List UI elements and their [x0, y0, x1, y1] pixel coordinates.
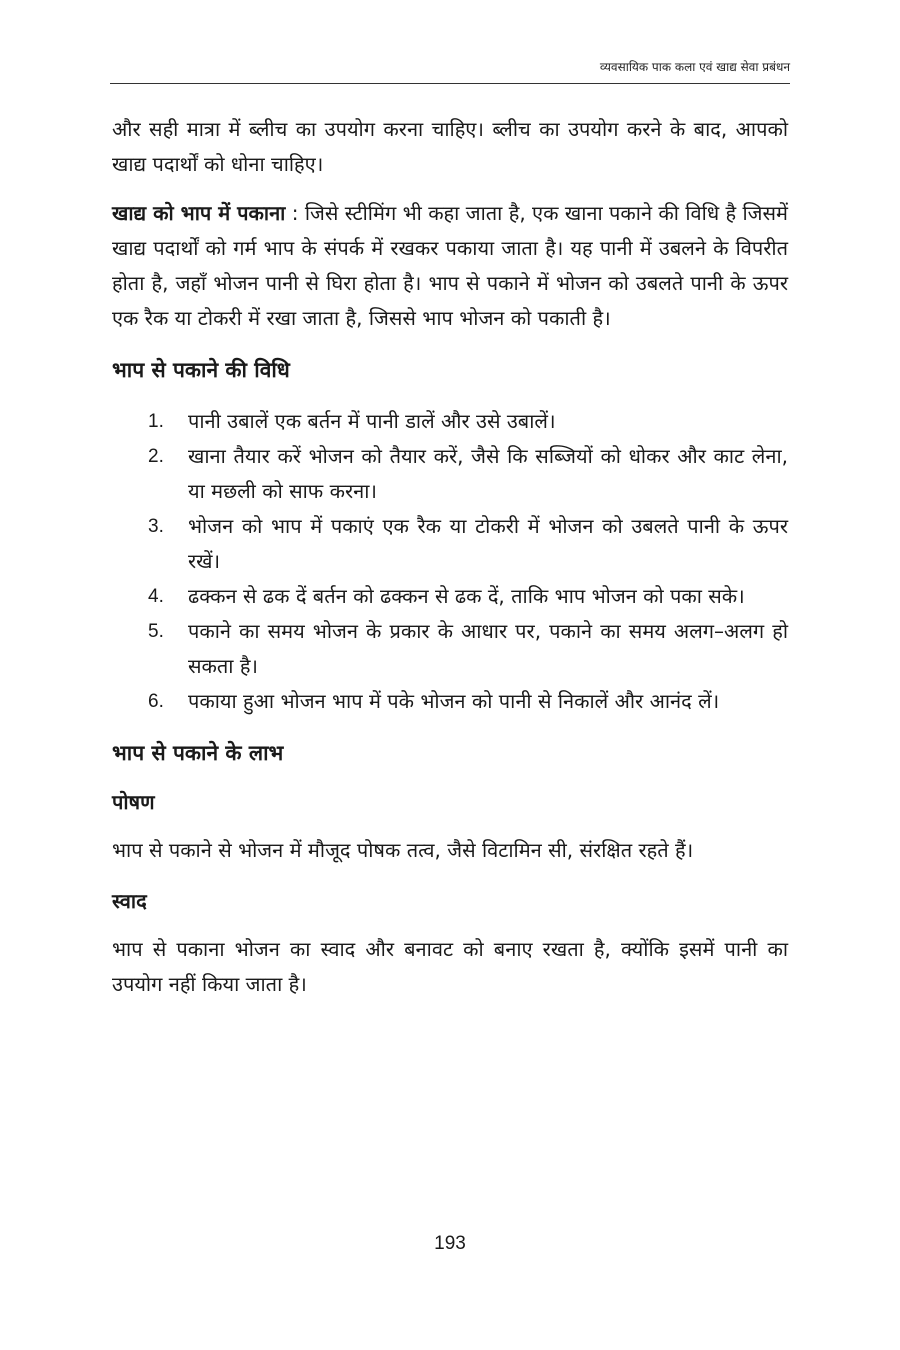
step-text: पानी उबालें एक बर्तन में पानी डालें और उसे उबालें।: [188, 409, 556, 433]
step-number: 4.: [148, 586, 164, 607]
method-heading: भाप से पकाने की विधि: [112, 358, 290, 382]
method-steps-list: [112, 404, 788, 719]
steaming-definition: : जिसे स्टीमिंग भी कहा जाता है, एक खाना पकाने की विधि है जिसमें खाद्य पदार्थों को गर्म भाप के संपर्क में रखकर पकाया जाता है। यह पानी में उबलने के विपरीत होता है, जहाँ भोजन पानी से घिरा होता है। भाप से पकाने में भोजन को उबलते पानी के ऊपर एक रैक या टोकरी में रखा जाता है, जिससे भाप भोजन को पकाती है।: [112, 201, 788, 330]
list-item: [148, 614, 788, 684]
running-header: व्यवसायिक पाक कला एवं खाद्य सेवा प्रबंधन: [599, 60, 790, 74]
step-number: 1.: [148, 411, 164, 432]
nutrition-heading: पोषण: [112, 790, 155, 814]
step-text: ढक्कन से ढक दें बर्तन को ढक्कन से ढक दें, ताकि भाप भोजन को पका सके।: [188, 584, 745, 608]
intro-paragraph: और सही मात्रा में ब्लीच का उपयोग करना चाहिए। ब्लीच का उपयोग करने के बाद, आपको खाद्य पदार्थों को धोना चाहिए।: [112, 117, 788, 176]
step-text: पकाया हुआ भोजन भाप में पके भोजन को पानी से निकालें और आनंद लें।: [188, 689, 720, 713]
step-number: 3.: [148, 516, 164, 537]
step-text: भोजन को भाप में पकाएं एक रैक या टोकरी में भोजन को उबलते पानी के ऊपर रखें।: [188, 514, 788, 573]
step-number: 6.: [148, 691, 164, 712]
list-item: [148, 684, 788, 719]
taste-heading: स्वाद: [112, 889, 147, 913]
taste-paragraph: भाप से पकाना भोजन का स्वाद और बनावट को बनाए रखता है, क्योंकि इसमें पानी का उपयोग नहीं किया जाता है।: [112, 937, 788, 996]
step-text: खाना तैयार करें भोजन को तैयार करें, जैसे कि सब्जियों को धोकर और काट लेना, या मछली को साफ करना।: [188, 444, 788, 503]
page-body: [112, 112, 788, 1016]
steaming-definition-paragraph: [112, 196, 788, 336]
header-rule: [110, 83, 790, 84]
list-item: [148, 439, 788, 509]
list-item: [148, 404, 788, 439]
step-number: 2.: [148, 446, 164, 467]
step-number: 5.: [148, 621, 164, 642]
list-item: [148, 579, 788, 614]
step-text: पकाने का समय भोजन के प्रकार के आधार पर, पकाने का समय अलग–अलग हो सकता है।: [188, 619, 788, 678]
list-item: [148, 509, 788, 579]
benefits-heading: भाप से पकाने के लाभ: [112, 741, 284, 765]
nutrition-paragraph: भाप से पकाने से भोजन में मौजूद पोषक तत्व, जैसे विटामिन सी, संरक्षित रहते हैं।: [112, 838, 694, 862]
steaming-term: खाद्य को भाप में पकाना: [112, 201, 286, 225]
page-number: 193: [434, 1233, 466, 1254]
